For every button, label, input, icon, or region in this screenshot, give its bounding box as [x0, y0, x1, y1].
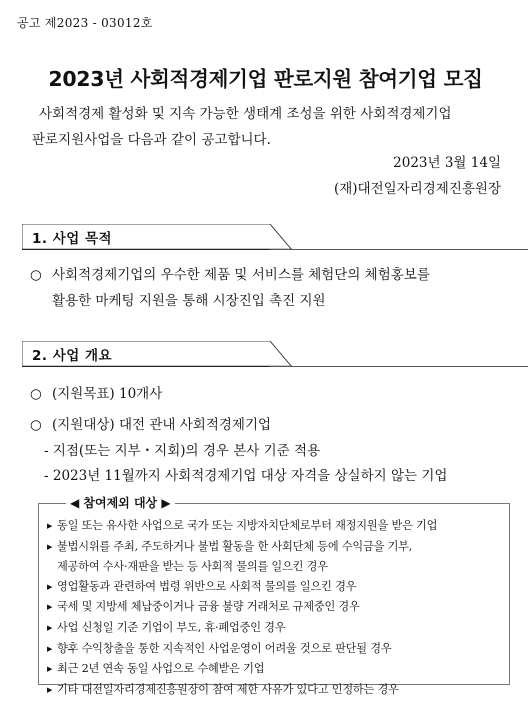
list-item	[47, 618, 507, 639]
section-heading-purpose	[22, 224, 292, 250]
list-item	[47, 639, 507, 660]
triangle-bullet-icon: ▶	[47, 582, 53, 591]
list-item	[47, 577, 507, 598]
target-sub-item: - 지점(또는 지부・지회)의 경우 본사 기준 적용	[44, 443, 321, 459]
list-item	[47, 680, 507, 701]
section-divider	[270, 366, 528, 367]
list-item-text: 국세 및 지방세 체납중이거나 금융 불량 거래처로 규제중인 경우	[57, 600, 360, 614]
notice-number: 공고 제2023 - 03012호	[17, 16, 153, 30]
triangle-bullet-icon: ▶	[47, 665, 53, 674]
list-item-text: 사업 신청일 기준 기업이 부도, 휴·폐업중인 경우	[57, 620, 286, 634]
list-item	[47, 537, 507, 577]
section-heading-overview	[22, 341, 292, 367]
exclusions-title: ◀ 참여제외 대상 ▶	[66, 494, 175, 511]
list-item	[47, 516, 507, 537]
list-item-text: 최근 2년 연속 동일 사업으로 수혜받은 기업	[57, 662, 265, 676]
list-item	[47, 597, 507, 618]
list-item-text: 동일 또는 유사한 사업으로 국가 또는 지방자치단체로부터 재정지원을 받은 기업	[57, 519, 438, 532]
triangle-bullet-icon: ▶	[47, 603, 53, 612]
triangle-bullet-icon: ▶	[47, 522, 53, 530]
purpose-paragraph	[30, 262, 430, 314]
list-item-text: 향후 수익창출을 통한 지속적인 사업운영이 어려울 것으로 판단될 경우	[57, 641, 392, 655]
target-count-text: (지원목표) 10개사	[52, 386, 163, 402]
triangle-bullet-icon: ▶	[47, 542, 53, 551]
circle-bullet-icon: ○	[30, 267, 42, 283]
target-count-line	[30, 381, 162, 407]
section-heading-label: 1. 사업 목적	[32, 231, 113, 247]
target-sub-item: - 2023년 11월까지 사회적경제기업 대상 자격을 상실하지 않는 기업	[44, 468, 448, 484]
list-item-text: 기타 대전일자리경제진흥원장이 참여 제한 사유가 있다고 인정하는 경우	[57, 682, 399, 696]
list-item-text: 불법시위를 주최, 주도하거나 불법 활동을 한 사회단체 등에 수익금을 기부,	[57, 539, 413, 553]
list-item	[47, 659, 507, 680]
section-divider	[270, 249, 528, 250]
intro-line-2: 판로지원사업을 다음과 같이 공고합니다.	[32, 132, 271, 148]
notice-date: 2023년 3월 14일	[393, 155, 501, 171]
circle-bullet-icon: ○	[30, 386, 42, 402]
purpose-line-2: 활용한 마케팅 지원을 통해 시장진입 촉진 지원	[52, 293, 326, 309]
intro-line-1: 사회적경제 활성화 및 지속 가능한 생태계 조성을 위한 사회적경제기업	[39, 106, 452, 122]
list-item-continuation: 제공하여 수사·재판을 받는 등 사회적 물의를 일으킨 경우	[57, 560, 328, 574]
triangle-bullet-icon: ▶	[47, 644, 53, 653]
issuing-organization: (재)대전일자리경제진흥원장	[333, 181, 501, 197]
triangle-bullet-icon: ▶	[47, 685, 53, 694]
intro-paragraph	[32, 101, 512, 153]
exclusions-list	[47, 516, 507, 700]
triangle-bullet-icon: ▶	[47, 623, 53, 632]
purpose-line-1: 사회적경제기업의 우수한 제품 및 서비스를 체험단의 체험홍보를	[52, 267, 430, 283]
section-heading-label: 2. 사업 개요	[32, 348, 113, 364]
circle-bullet-icon: ○	[30, 417, 42, 433]
document-title: 2023년 사회적경제기업 판로지원 참여기업 모집	[48, 67, 483, 91]
target-scope-block	[30, 412, 447, 488]
list-item-text: 영업활동과 관련하여 법령 위반으로 사회적 물의를 일으킨 경우	[57, 579, 357, 593]
target-scope-text: (지원대상) 대전 관내 사회적경제기업	[52, 417, 272, 433]
